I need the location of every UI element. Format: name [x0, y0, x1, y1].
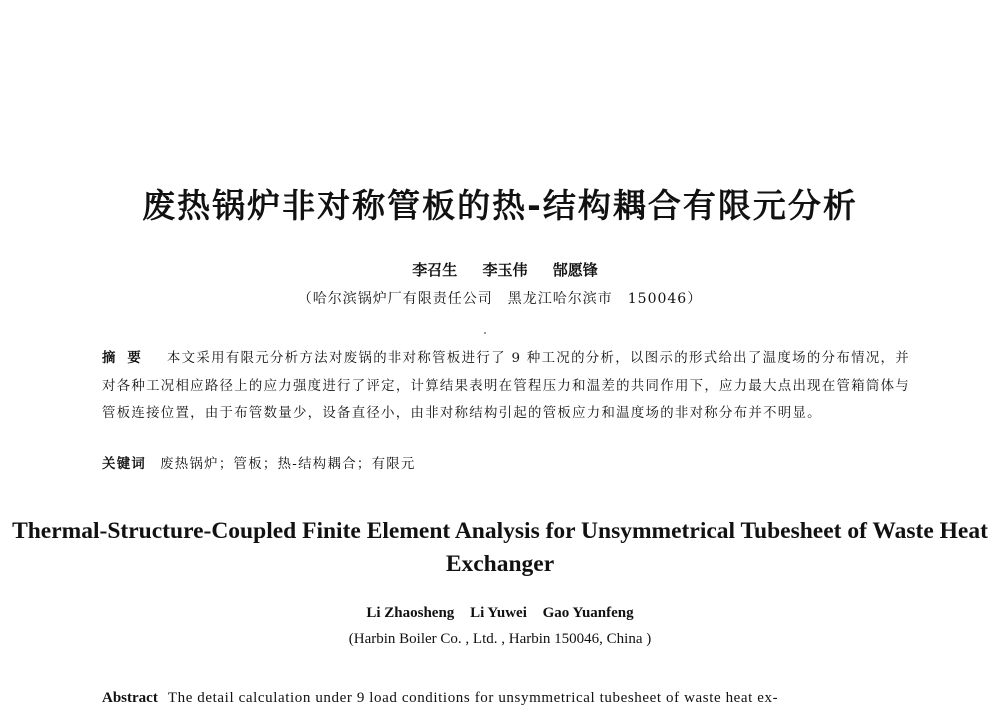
keywords-label-chinese: 关键词: [102, 457, 147, 472]
author-list-chinese: [0, 259, 1000, 280]
author-name: Gao Yuanfeng: [542, 605, 634, 621]
paper-title-chinese: 废热锅炉非对称管板的热-结构耦合有限元分析: [142, 186, 858, 225]
author-name: 郜愿锋: [552, 261, 598, 279]
keywords-text-chinese: 废热锅炉；管板；热-结构耦合；有限元: [160, 457, 416, 472]
author-name: 李召生: [412, 261, 458, 279]
affiliation-english: (Harbin Boiler Co. , Ltd. , Harbin 150046, China ): [348, 631, 652, 647]
author-list-english: [0, 605, 1000, 622]
paper-title-english: Thermal-Structure-Coupled Finite Element Analysis for Unsymmetrical Tubesheet of Waste Heat Exchanger: [12, 518, 988, 577]
author-name: Li Zhaosheng: [366, 605, 455, 621]
abstract-english: [102, 690, 912, 707]
author-name: 李玉伟: [482, 261, 528, 279]
scan-artifact-dot: [484, 332, 486, 334]
abstract-text-english: The detail calculation under 9 load conditions for unsymmetrical tubesheet of waste heat ex-: [167, 690, 779, 706]
abstract-label-chinese: 摘要: [102, 351, 153, 366]
abstract-label-english: Abstract: [102, 690, 158, 706]
abstract-chinese: [102, 345, 910, 428]
affiliation-chinese: （哈尔滨锅炉厂有限责任公司 黑龙江哈尔滨市 150046）: [297, 291, 703, 307]
author-name: Li Yuwei: [470, 605, 527, 621]
abstract-text-chinese: 本文采用有限元分析方法对废锅的非对称管板进行了 9 种工况的分析，以图示的形式给出了温度场的分布情况，并对各种工况相应路径上的应力强度进行了评定，计算结果表明在管程压力和温差的共同作用下，应力最大点出现在管箱筒体与管板连接位置，由于布管数量少，设备直径小，由非对称结构引起的管板应力和温度场的非对称分布并不明显。: [102, 351, 910, 421]
keywords-chinese: [102, 453, 416, 472]
